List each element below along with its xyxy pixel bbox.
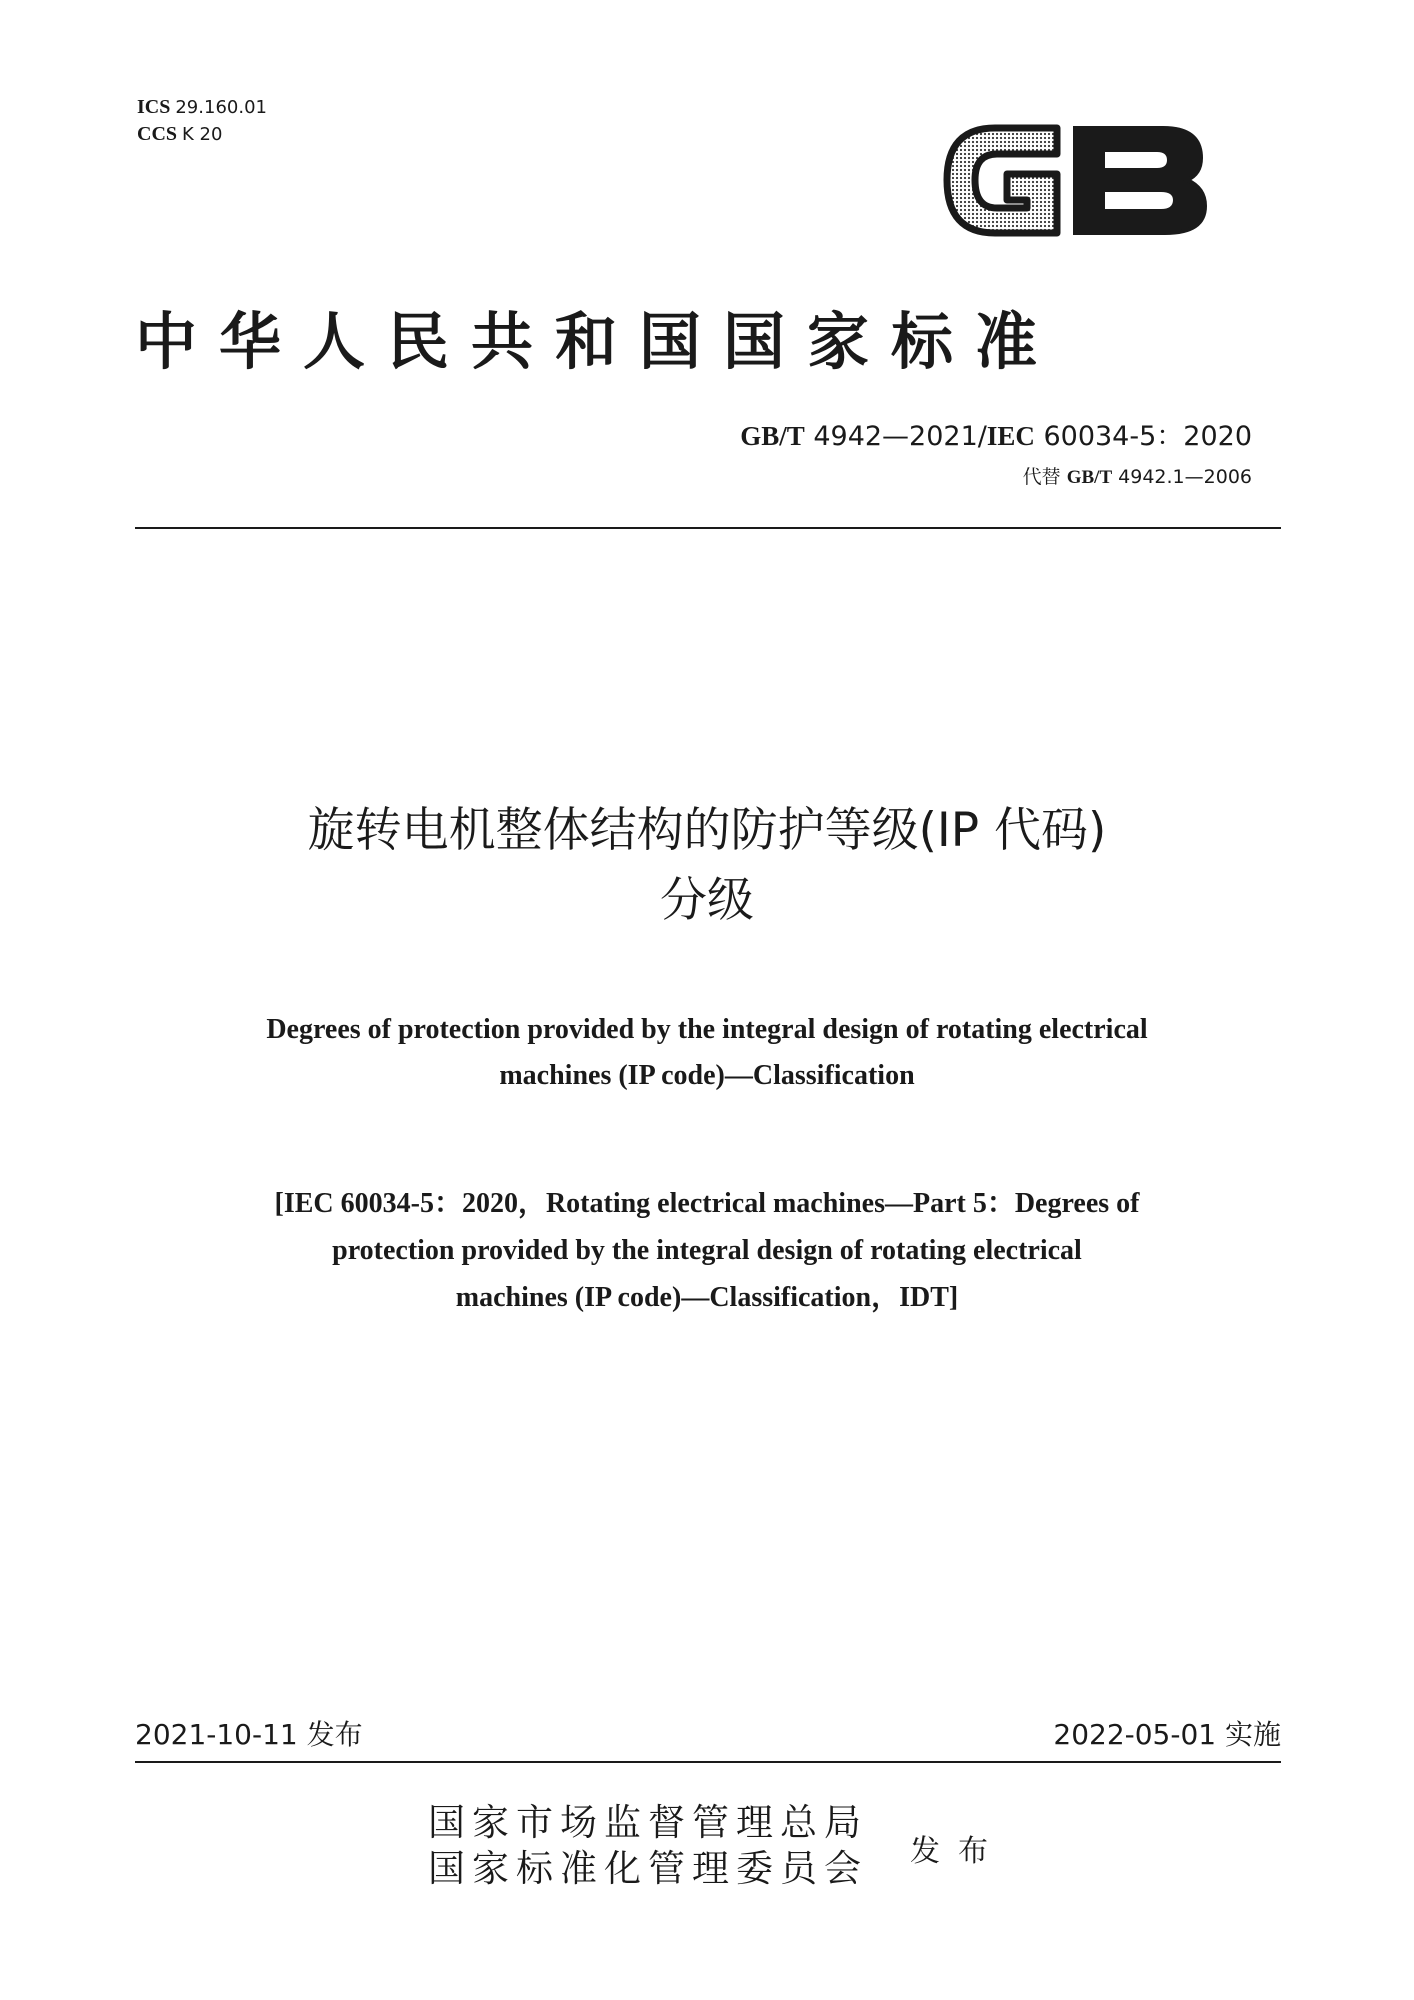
standard-prefix: GB/T: [740, 421, 805, 451]
english-title: [120, 1007, 1294, 1099]
classification-codes: [137, 94, 267, 148]
issuer-sac: 国家标准化管理委员会: [428, 1847, 868, 1890]
chinese-title-line-2: 分级: [660, 873, 754, 928]
iec-title-line-3: machines (IP code)—Classification，IDT]: [455, 1282, 959, 1313]
ccs-code: CCS K 20: [137, 123, 223, 145]
iec-title-line-2: protection provided by the integral design of rotating electrical: [332, 1235, 1082, 1266]
replaces-number: 4942.1—2006: [1112, 466, 1252, 488]
chinese-title: [0, 796, 1414, 936]
issue-date: 2021-10-11 发布: [135, 1718, 363, 1751]
implementation-date: 2022-05-01 实施: [1053, 1718, 1281, 1751]
english-title-line-2: machines (IP code)—Classification: [499, 1060, 915, 1091]
publish-label: 发布: [910, 1834, 1006, 1869]
ics-code: ICS 29.160.01: [137, 96, 267, 118]
iec-prefix: IEC: [986, 421, 1035, 451]
gb-logo: [935, 108, 1215, 253]
standard-number-value: 4942—2021/: [804, 421, 987, 452]
iec-number-value: 60034-5：2020: [1034, 421, 1252, 452]
issuing-authorities: [428, 1800, 868, 1892]
national-standard-title: 中华人民共和国国家标准: [135, 305, 1060, 378]
issuer-samr: 国家市场监督管理总局: [428, 1801, 868, 1844]
logo-text: GB: [935, 108, 937, 109]
iec-title-line-1: [IEC 60034-5：2020，Rotating electrical machines—Part 5：Degrees of: [274, 1188, 1140, 1219]
replaces-prefix: GB/T: [1066, 467, 1113, 488]
replaces-standard: [1023, 462, 1252, 489]
replaces-label: 代替: [1022, 466, 1067, 488]
standard-number: [740, 414, 1252, 453]
chinese-title-line-1: 旋转电机整体结构的防护等级(IP 代码): [307, 803, 1107, 858]
bottom-divider: [135, 1761, 1281, 1763]
iec-equivalent-title: [120, 1180, 1294, 1321]
english-title-line-1: Degrees of protection provided by the integral design of rotating electrical: [266, 1014, 1148, 1045]
top-divider: [135, 527, 1281, 529]
